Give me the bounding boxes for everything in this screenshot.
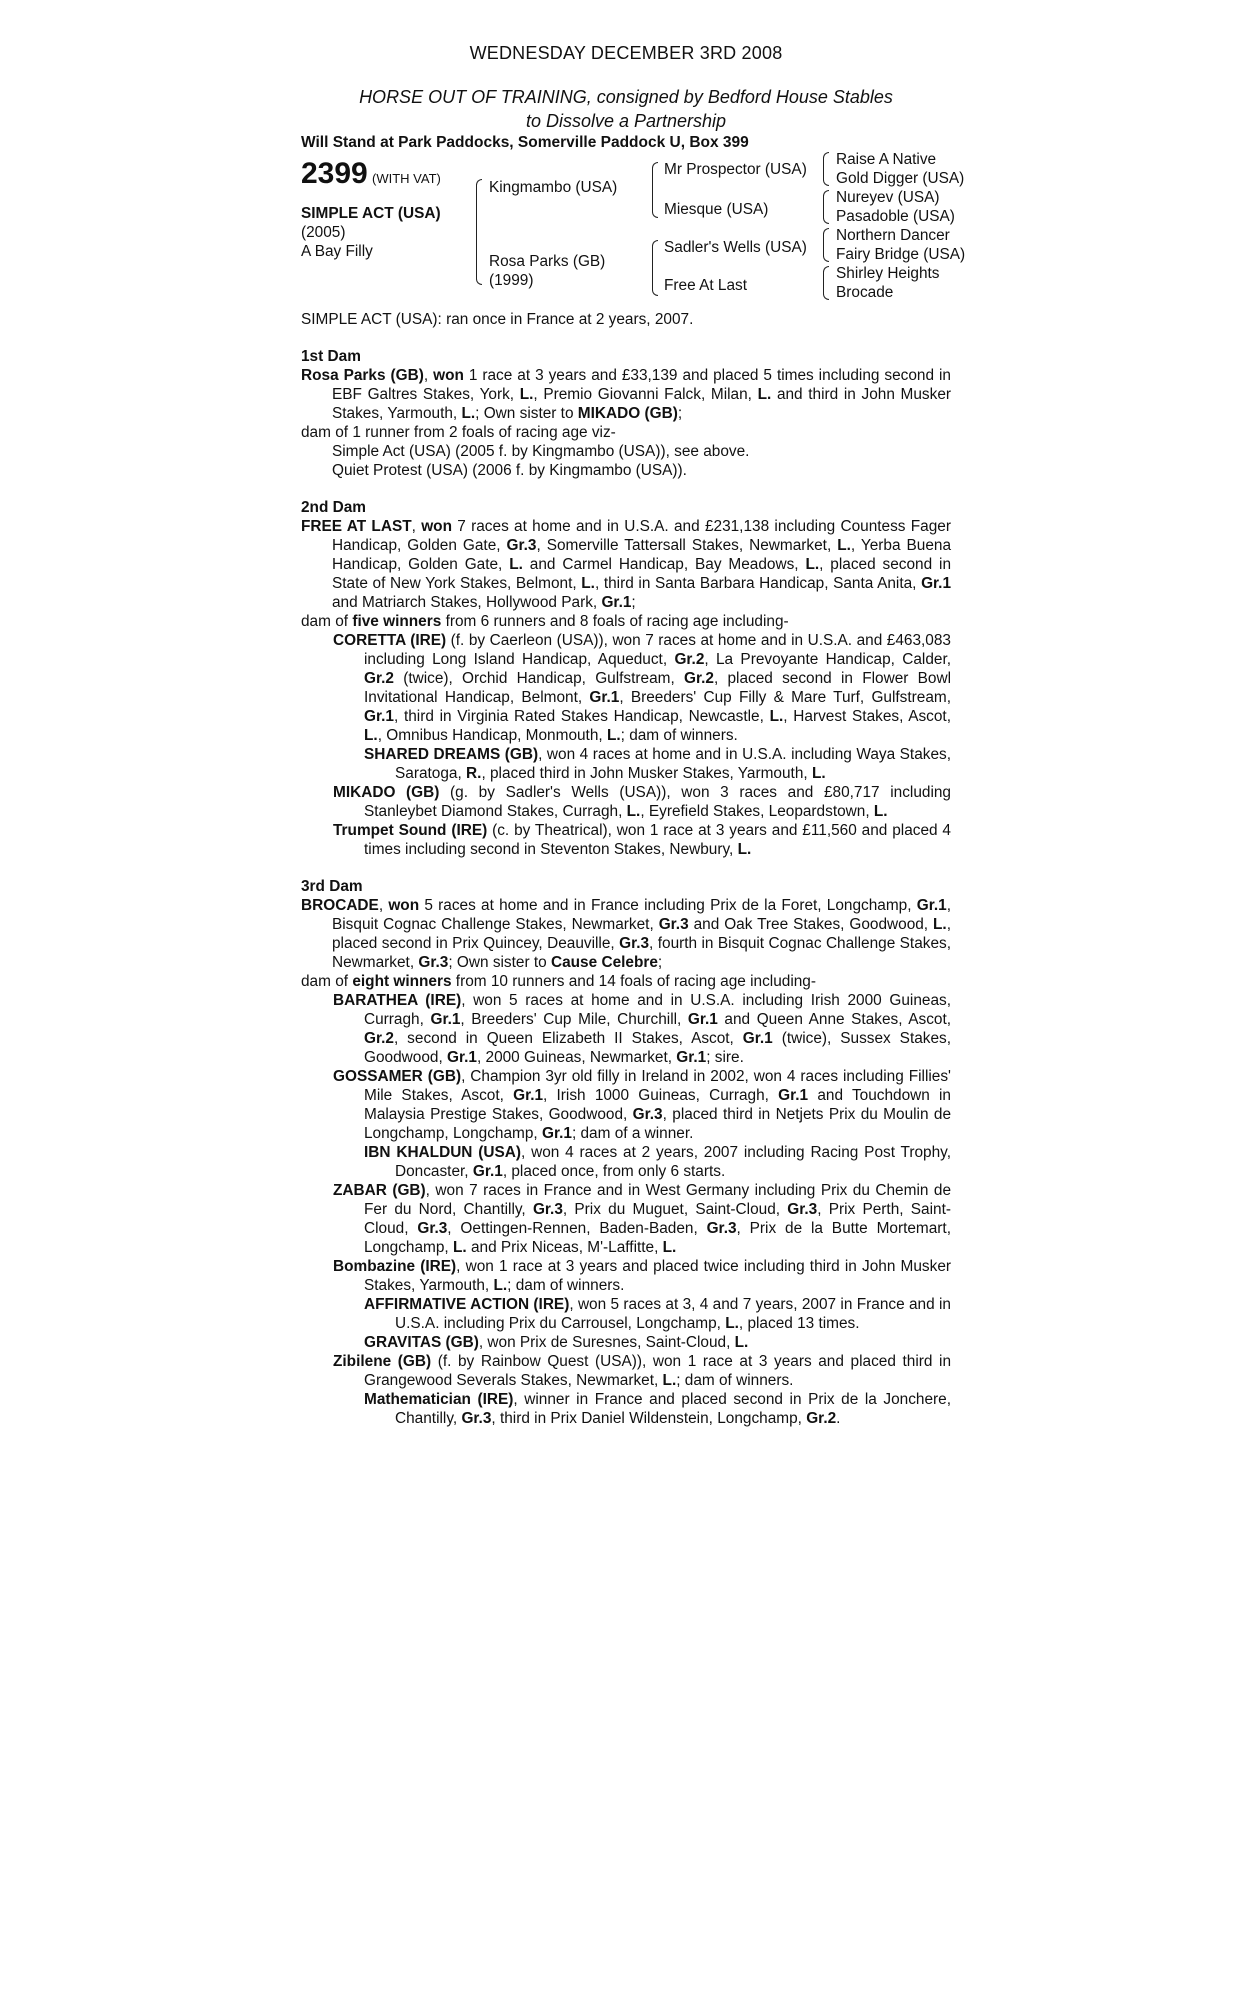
gg-1: Raise A Native xyxy=(836,151,937,168)
produce-entry: GOSSAMER (GB), Champion 3yr old filly in Ireland in 2002, won 4 races including Fillies' Mile Stakes, Ascot, Gr.1, Irish 1000 Guineas, Curragh, Gr.1 and Touchdown in Malaysia Prestige Stakes, Goodwood, Gr.3, placed third in Netjets Prix du Moulin de Longchamp, Longchamp, Gr.1; dam of a winner. xyxy=(333,1068,951,1142)
pedigree-brace xyxy=(652,240,658,296)
dam-produce-intro: dam of 1 runner from 2 foals of racing age viz- xyxy=(301,424,616,441)
section-heading: 2nd Dam xyxy=(301,499,366,516)
stand-location: Will Stand at Park Paddocks, Somerville Paddock U, Box 399 xyxy=(301,134,749,151)
dam-record: BROCADE, won 5 races at home and in France including Prix de la Foret, Longchamp, Gr.1, Bisquit Cognac Challenge Stakes, Newmarket, Gr.3 and Oak Tree Stakes, Goodwood, L., placed second in Prix Quincey, Deauville, Gr.3, fourth in Bisquit Cognac Challenge Stakes, Newmarket, Gr.3; Own sister to Cause Celebre; xyxy=(301,897,951,971)
produce-entry: Simple Act (USA) (2005 f. by Kingmambo (USA)), see above. xyxy=(332,443,750,460)
pedigree-brace xyxy=(823,190,829,224)
pedigree-brace xyxy=(476,179,482,285)
produce-entry: Trumpet Sound (IRE) (c. by Theatrical), won 1 race at 3 years and £11,560 and placed 4 times including second in Steventon Stakes, Newbury, L. xyxy=(333,822,951,858)
produce-entry: SHARED DREAMS (GB), won 4 races at home and in U.S.A. including Waya Stakes, Saratoga, R., placed third in John Musker Stakes, Yarmouth, L. xyxy=(364,746,951,782)
vat-note: (WITH VAT) xyxy=(372,171,441,186)
produce-entry: CORETTA (IRE) (f. by Caerleon (USA)), won 7 races at home and in U.S.A. and £463,083 including Long Island Handicap, Aqueduct, Gr.2, La Prevoyante Handicap, Calder, Gr.2 (twice), Orchid Handicap, Gulfstream, Gr.2, placed second in Flower Bowl Invitational Handicap, Belmont, Gr.1, Breeders' Cup Filly & Mare Turf, Gulfstream, Gr.1, third in Virginia Rated Stakes Handicap, Newcastle, L., Harvest Stakes, Ascot, L., Omnibus Handicap, Monmouth, L.; dam of winners. xyxy=(333,632,951,744)
section-heading: 1st Dam xyxy=(301,348,361,365)
lot-number-line xyxy=(301,157,441,190)
race-summary: SIMPLE ACT (USA): ran once in France at 2 years, 2007. xyxy=(301,311,694,328)
horse-year: (2005) xyxy=(301,224,346,241)
dam-dam: Free At Last xyxy=(664,277,747,294)
produce-entry: Bombazine (IRE), won 1 race at 3 years and placed twice including third in John Musker Stakes, Yarmouth, L.; dam of winners. xyxy=(333,1258,952,1294)
dam-sire: Sadler's Wells (USA) xyxy=(664,239,807,256)
dam-produce-intro: dam of five winners from 6 runners and 8 foals of racing age including- xyxy=(301,613,789,630)
sale-date: WEDNESDAY DECEMBER 3RD 2008 xyxy=(469,43,783,63)
gg-4: Pasadoble (USA) xyxy=(836,208,955,225)
produce-entry: Zibilene (GB) (f. by Rainbow Quest (USA)), won 1 race at 3 years and placed third in Grangewood Severals Stakes, Newmarket, L.; dam of winners. xyxy=(333,1353,952,1389)
produce-entry: IBN KHALDUN (USA), won 4 races at 2 years, 2007 including Racing Post Trophy, Doncaster, Gr.1, placed once, from only 6 starts. xyxy=(364,1144,951,1180)
dam-year: (1999) xyxy=(489,272,534,289)
catalogue-page xyxy=(301,43,966,1428)
gg-3: Nureyev (USA) xyxy=(836,189,940,206)
produce-entry: AFFIRMATIVE ACTION (IRE), won 5 races at 3, 4 and 7 years, 2007 in France and in U.S.A. including Prix du Carrousel, Longchamp, L., placed 13 times. xyxy=(364,1296,951,1332)
produce-entry: ZABAR (GB), won 7 races in France and in West Germany including Prix du Chemin de Fer du Nord, Chantilly, Gr.3, Prix du Muguet, Saint-Cloud, Gr.3, Prix Perth, Saint-Cloud, Gr.3, Oettingen-Rennen, Baden-Baden, Gr.3, Prix de la Butte Mortemart, Longchamp, L. and Prix Niceas, M'-Laffitte, L. xyxy=(333,1182,951,1256)
pedigree-brace xyxy=(652,162,658,218)
lot-number: 2399 xyxy=(301,157,368,190)
gg-5: Northern Dancer xyxy=(836,227,950,244)
dam-record: FREE AT LAST, won 7 races at home and in U.S.A. and £231,138 including Countess Fager Handicap, Golden Gate, Gr.3, Somerville Tattersall Stakes, Newmarket, L., Yerba Buena Handicap, Golden Gate, L. and Carmel Handicap, Bay Meadows, L., placed second in State of New York Stakes, Belmont, L., third in Santa Barbara Handicap, Santa Anita, Gr.1 and Matriarch Stakes, Hollywood Park, Gr.1; xyxy=(301,518,952,611)
produce-entry: MIKADO (GB) (g. by Sadler's Wells (USA)), won 3 races and £80,717 including Stanleybet Diamond Stakes, Curragh, L., Eyrefield Stakes, Leopardstown, L. xyxy=(333,784,951,820)
gg-2: Gold Digger (USA) xyxy=(836,170,965,187)
consignor-line-2: to Dissolve a Partnership xyxy=(525,111,727,131)
dam-produce-intro: dam of eight winners from 10 runners and 14 foals of racing age including- xyxy=(301,973,816,990)
dam: Rosa Parks (GB) xyxy=(489,253,606,270)
pedigree-brace xyxy=(823,228,829,262)
sire-dam: Miesque (USA) xyxy=(664,201,769,218)
gg-6: Fairy Bridge (USA) xyxy=(836,246,966,263)
produce-entry: BARATHEA (IRE), won 5 races at home and in U.S.A. including Irish 2000 Guineas, Curragh, Gr.1, Breeders' Cup Mile, Churchill, Gr.1 and Queen Anne Stakes, Ascot, Gr.2, second in Queen Elizabeth II Stakes, Ascot, Gr.1 (twice), Sussex Stakes, Goodwood, Gr.1, 2000 Guineas, Newmarket, Gr.1; sire. xyxy=(333,992,951,1066)
horse-name: SIMPLE ACT (USA) xyxy=(301,205,441,222)
dam-record: Rosa Parks (GB), won 1 race at 3 years and £33,139 and placed 5 times including second in EBF Galtres Stakes, York, L., Premio Giovanni Falck, Milan, L. and third in John Musker Stakes, Yarmouth, L.; Own sister to MIKADO (GB); xyxy=(301,367,952,422)
gg-8: Brocade xyxy=(836,284,894,301)
produce-entry: Mathematician (IRE), winner in France and placed second in Prix de la Jonchere, Chantilly, Gr.3, third in Prix Daniel Wildenstein, Longchamp, Gr.2. xyxy=(364,1391,951,1427)
pedigree-brace xyxy=(823,266,829,300)
produce-entry: GRAVITAS (GB), won Prix de Suresnes, Saint-Cloud, L. xyxy=(364,1334,749,1351)
sire: Kingmambo (USA) xyxy=(489,179,618,196)
pedigree-brace xyxy=(823,152,829,186)
produce-entry: Quiet Protest (USA) (2006 f. by Kingmambo (USA)). xyxy=(332,462,687,479)
pedigree-block xyxy=(301,151,966,306)
sire-sire: Mr Prospector (USA) xyxy=(664,161,807,178)
consignor-line-1: HORSE OUT OF TRAINING, consigned by Bedford House Stables xyxy=(359,87,893,107)
horse-description: A Bay Filly xyxy=(301,243,373,260)
section-heading: 3rd Dam xyxy=(301,878,363,895)
gg-7: Shirley Heights xyxy=(836,265,940,282)
